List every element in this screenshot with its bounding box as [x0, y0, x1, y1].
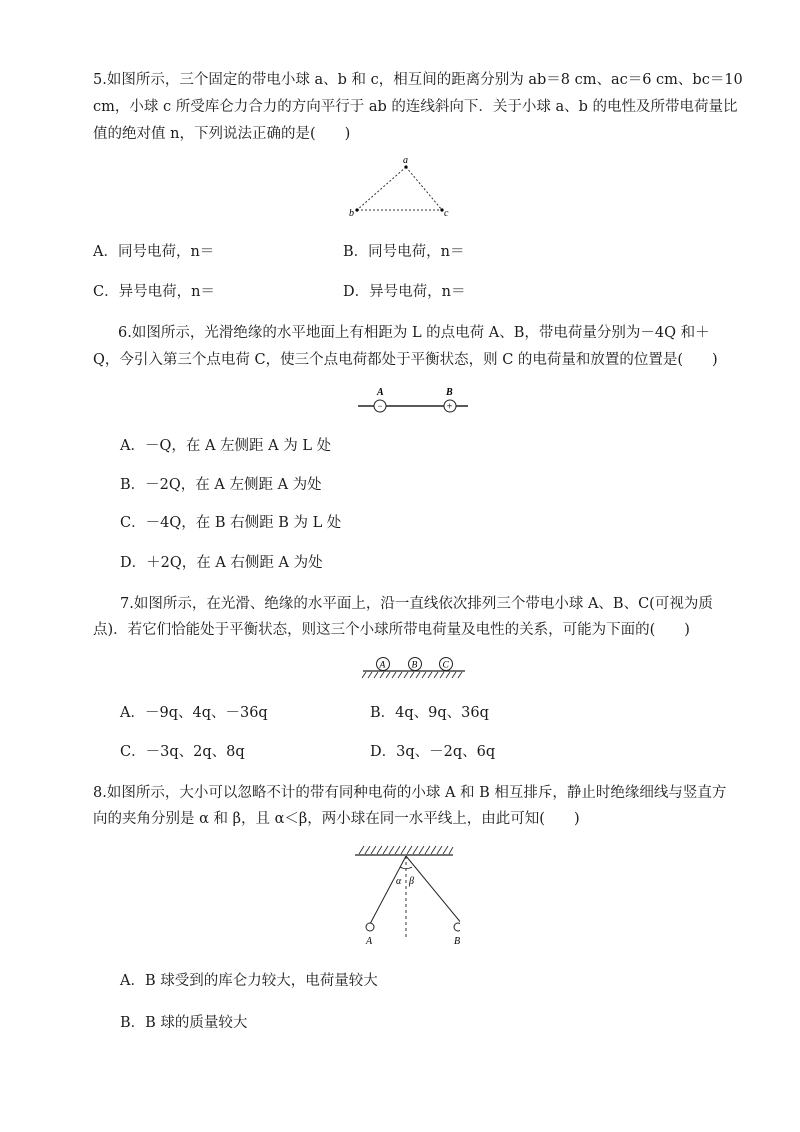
q6-option-b: B．－2Q，在 A 左侧距 A 为处: [120, 477, 322, 493]
q7-stem-line2: 点)．若它们恰能处于平衡状态，则这三个小球所带电荷量及电性的关系，可能为下面的( ): [93, 622, 690, 638]
q6-stem-line2: Q，今引入第三个点电荷 C，使三个点电荷都处于平衡状态，则 C 的电荷量和放置的位置是( ): [93, 352, 718, 368]
q8-label-alpha: α: [396, 876, 402, 887]
q7-option-c: C．－3q、2q、8q: [120, 744, 245, 760]
q5-option-d: D．异号电荷，n＝: [343, 284, 466, 300]
q5-stem-line1: 5.如图所示，三个固定的带电小球 a、b 和 c，相互间的距离分别为 ab＝8 cm、ac＝6 cm、bc＝10: [93, 72, 743, 88]
q5-option-c: C．异号电荷，n＝: [93, 284, 215, 300]
q6-minus-sign: −: [377, 401, 384, 411]
q6-option-a: A．－Q，在 A 左侧距 A 为 L 处: [120, 438, 332, 454]
q7-option-d: D．3q、－2q、6q: [370, 744, 496, 760]
q7-option-a: A．－9q、4q、－36q: [120, 705, 268, 721]
q7-ball-b-label: B: [411, 660, 418, 671]
q7-stem-line1: 7.如图所示，在光滑、绝缘的水平面上，沿一直线依次排列三个带电小球 A、B、C(可视为质: [120, 596, 713, 612]
q8-label-beta: β: [409, 876, 414, 887]
q6-option-c: C．－4Q，在 B 右侧距 B 为 L 处: [120, 515, 342, 531]
q6-plus-sign: +: [446, 401, 453, 413]
q5-stem-line3: 值的绝对值 n，下列说法正确的是( ): [93, 126, 351, 142]
q5-triangle-figure: [340, 155, 470, 225]
q7-balls-figure: [360, 654, 470, 680]
q8-option-a: A．B 球受到的库仑力较大，电荷量较大: [120, 973, 378, 989]
q6-label-b: B: [446, 387, 453, 398]
q5-stem-line2: cm，小球 c 所受库仑力合力的方向平行于 ab 的连线斜向下．关于小球 a、b 的电性及所带电荷量比: [93, 99, 738, 115]
q6-label-a: A: [377, 387, 384, 398]
q7-ball-a-label: A: [379, 660, 386, 671]
q8-stem-line1: 8.如图所示，大小可以忽略不计的带有同种电荷的小球 A 和 B 相互排斥，静止时绝缘细线与竖直方: [93, 785, 727, 801]
q8-option-b: B．B 球的质量较大: [120, 1015, 248, 1031]
q5-label-b: b: [349, 208, 354, 219]
q6-stem-line1: 6.如图所示，光滑绝缘的水平地面上有相距为 L 的点电荷 A、B，带电荷量分别为－4Q 和＋: [118, 325, 710, 341]
q6-charges-figure: [350, 384, 475, 418]
q8-ball-a-label: A: [366, 936, 373, 947]
q5-label-c: c: [444, 208, 449, 219]
q8-ball-b-label: B: [454, 936, 460, 947]
q5-label-a: a: [403, 155, 408, 166]
q5-option-b: B．同号电荷，n＝: [343, 244, 465, 260]
q7-option-b: B．4q、9q、36q: [370, 705, 489, 721]
q6-option-d: D．＋2Q，在 A 右侧距 A 为处: [120, 555, 323, 571]
q5-option-a: A．同号电荷，n＝: [93, 244, 215, 260]
q7-ball-c-label: C: [442, 660, 449, 671]
q8-stem-line2: 向的夹角分别是 α 和 β，且 α＜β，两小球在同一水平线上，由此可知( ): [93, 811, 580, 827]
q8-pendulum-figure: [350, 840, 460, 950]
